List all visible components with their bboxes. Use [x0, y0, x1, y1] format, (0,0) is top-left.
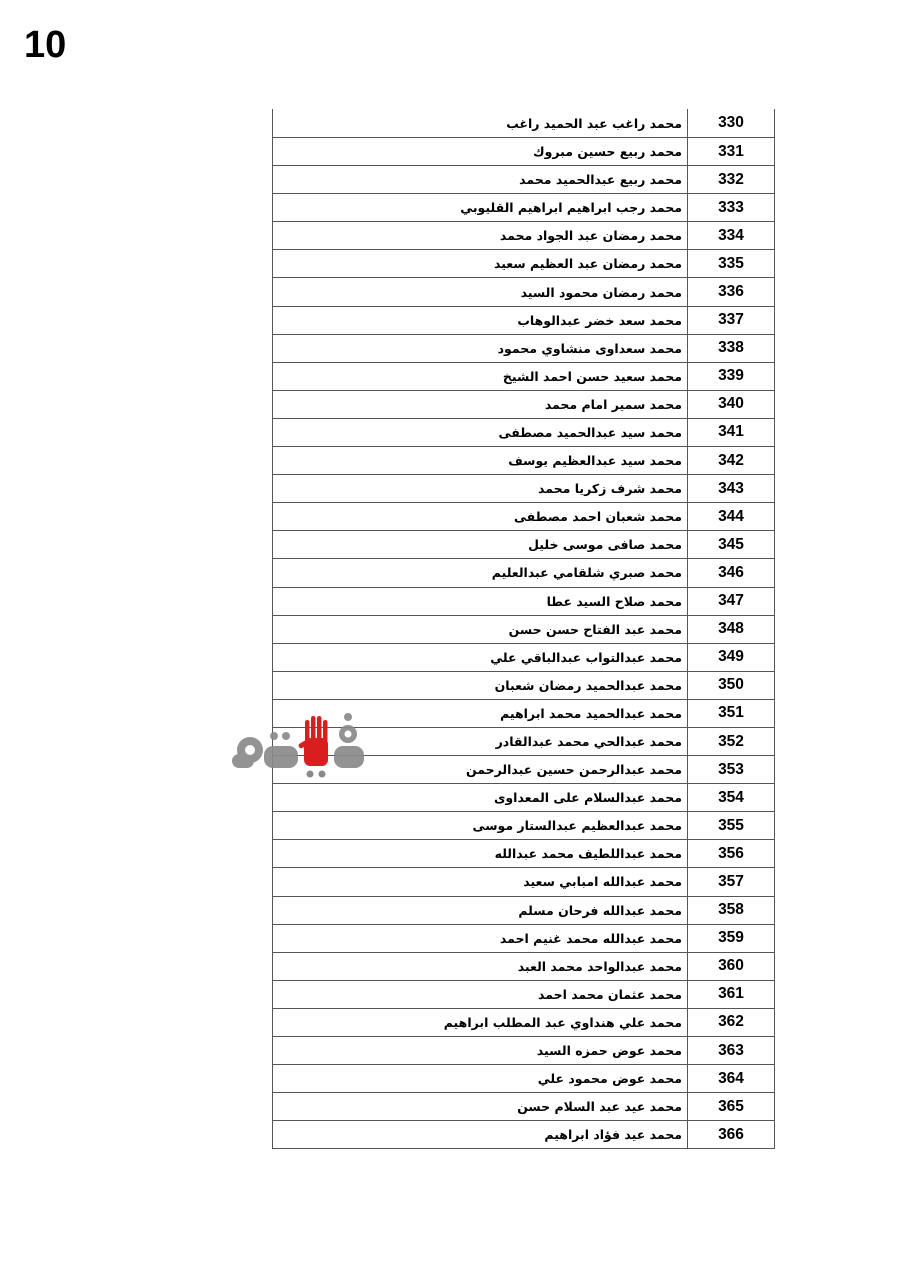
- serial-number-cell: 343: [688, 475, 775, 503]
- table-row: [273, 194, 775, 222]
- serial-number-cell: 339: [688, 362, 775, 390]
- person-name-cell: محمد رمضان عبد العظيم سعيد: [273, 250, 688, 278]
- serial-number-cell: 338: [688, 334, 775, 362]
- table-row: [273, 418, 775, 446]
- table-row: [273, 447, 775, 475]
- serial-number-cell: 366: [688, 1121, 775, 1149]
- person-name-cell: محمد سيد عبدالحميد مصطفى: [273, 418, 688, 446]
- serial-number-cell: 331: [688, 138, 775, 166]
- person-name-cell: محمد شرف زكريا محمد: [273, 475, 688, 503]
- person-name-cell: محمد سيد عبدالعظيم يوسف: [273, 447, 688, 475]
- serial-number-cell: 348: [688, 615, 775, 643]
- serial-number-cell: 334: [688, 222, 775, 250]
- table-row: [273, 924, 775, 952]
- serial-number-cell: 360: [688, 952, 775, 980]
- person-name-cell: محمد رمضان عبد الجواد محمد: [273, 222, 688, 250]
- serial-number-cell: 365: [688, 1093, 775, 1121]
- serial-number-cell: 337: [688, 306, 775, 334]
- table-row: [273, 784, 775, 812]
- serial-number-cell: 336: [688, 278, 775, 306]
- person-name-cell: محمد عبدالتواب عبدالباقي علي: [273, 643, 688, 671]
- person-name-cell: محمد عبدالسلام على المعداوى: [273, 784, 688, 812]
- table-row: [273, 1065, 775, 1093]
- table-row: [273, 250, 775, 278]
- person-name-cell: محمد عبدالرحمن حسين عبدالرحمن: [273, 756, 688, 784]
- serial-number-cell: 351: [688, 699, 775, 727]
- page-number: 10: [24, 24, 67, 66]
- table-row: [273, 334, 775, 362]
- serial-number-cell: 349: [688, 643, 775, 671]
- person-name-cell: محمد سمير امام محمد: [273, 390, 688, 418]
- table-row: [273, 980, 775, 1008]
- person-name-cell: محمد عبدالحميد محمد ابراهيم: [273, 699, 688, 727]
- table-row: [273, 559, 775, 587]
- person-name-cell: محمد سعد خضر عبدالوهاب: [273, 306, 688, 334]
- table-row: [273, 868, 775, 896]
- serial-number-cell: 364: [688, 1065, 775, 1093]
- serial-number-cell: 361: [688, 980, 775, 1008]
- serial-number-cell: 346: [688, 559, 775, 587]
- serial-number-cell: 340: [688, 390, 775, 418]
- person-name-cell: محمد عيد فؤاد ابراهيم: [273, 1121, 688, 1149]
- table-row: [273, 587, 775, 615]
- table-row: [273, 138, 775, 166]
- table-row: [273, 109, 775, 138]
- serial-number-cell: 345: [688, 531, 775, 559]
- person-name-cell: محمد عوض حمزه السيد: [273, 1037, 688, 1065]
- person-name-cell: محمد عوض محمود علي: [273, 1065, 688, 1093]
- table-row: [273, 812, 775, 840]
- table-row: [273, 952, 775, 980]
- person-name-cell: محمد سعيد حسن احمد الشيخ: [273, 362, 688, 390]
- person-name-cell: محمد علي هنداوي عبد المطلب ابراهيم: [273, 1008, 688, 1036]
- person-name-cell: محمد راغب عبد الحميد راغب: [273, 109, 688, 138]
- person-name-cell: محمد صبري شلقامي عبدالعليم: [273, 559, 688, 587]
- serial-number-cell: 357: [688, 868, 775, 896]
- vito-watermark-logo: [224, 708, 370, 780]
- table-row: [273, 222, 775, 250]
- table-row: [273, 306, 775, 334]
- person-name-cell: محمد عبدالواحد محمد العبد: [273, 952, 688, 980]
- table-row: [273, 503, 775, 531]
- person-name-cell: محمد عبدالحي محمد عبدالقادر: [273, 727, 688, 755]
- person-name-cell: محمد رجب ابراهيم ابراهيم القليوبي: [273, 194, 688, 222]
- table-row: [273, 896, 775, 924]
- table-row: [273, 1037, 775, 1065]
- names-table: [272, 109, 775, 1149]
- person-name-cell: محمد عبدالله محمد غنيم احمد: [273, 924, 688, 952]
- serial-number-cell: 354: [688, 784, 775, 812]
- person-name-cell: محمد عبدالله فرحان مسلم: [273, 896, 688, 924]
- serial-number-cell: 359: [688, 924, 775, 952]
- person-name-cell: محمد عبد الفتاح حسن حسن: [273, 615, 688, 643]
- person-name-cell: محمد عثمان محمد احمد: [273, 980, 688, 1008]
- table-row: [273, 1008, 775, 1036]
- table-row: [273, 475, 775, 503]
- serial-number-cell: 350: [688, 671, 775, 699]
- person-name-cell: محمد عبدالله امبابي سعيد: [273, 868, 688, 896]
- serial-number-cell: 362: [688, 1008, 775, 1036]
- person-name-cell: محمد عبدالعظيم عبدالستار موسى: [273, 812, 688, 840]
- serial-number-cell: 341: [688, 418, 775, 446]
- person-name-cell: محمد سعداوى منشاوي محمود: [273, 334, 688, 362]
- table-row: [273, 390, 775, 418]
- person-name-cell: محمد رمضان محمود السيد: [273, 278, 688, 306]
- serial-number-cell: 356: [688, 840, 775, 868]
- table-row: [273, 615, 775, 643]
- serial-number-cell: 352: [688, 727, 775, 755]
- serial-number-cell: 347: [688, 587, 775, 615]
- person-name-cell: محمد شعبان احمد مصطفى: [273, 503, 688, 531]
- serial-number-cell: 332: [688, 166, 775, 194]
- serial-number-cell: 333: [688, 194, 775, 222]
- table-row: [273, 166, 775, 194]
- names-table-body: [273, 109, 775, 1149]
- table-row: [273, 643, 775, 671]
- table-row: [273, 671, 775, 699]
- serial-number-cell: 355: [688, 812, 775, 840]
- table-row: [273, 362, 775, 390]
- serial-number-cell: 353: [688, 756, 775, 784]
- serial-number-cell: 344: [688, 503, 775, 531]
- serial-number-cell: 342: [688, 447, 775, 475]
- table-row: [273, 531, 775, 559]
- serial-number-cell: 363: [688, 1037, 775, 1065]
- person-name-cell: محمد عيد عبد السلام حسن: [273, 1093, 688, 1121]
- serial-number-cell: 330: [688, 109, 775, 138]
- person-name-cell: محمد عبداللطيف محمد عبدالله: [273, 840, 688, 868]
- table-row: [273, 1093, 775, 1121]
- serial-number-cell: 335: [688, 250, 775, 278]
- person-name-cell: محمد صلاح السيد عطا: [273, 587, 688, 615]
- table-row: [273, 840, 775, 868]
- table-row: [273, 1121, 775, 1149]
- table-row: [273, 278, 775, 306]
- serial-number-cell: 358: [688, 896, 775, 924]
- person-name-cell: محمد صافى موسى خليل: [273, 531, 688, 559]
- person-name-cell: محمد ربيع حسين مبروك: [273, 138, 688, 166]
- person-name-cell: محمد عبدالحميد رمضان شعبان: [273, 671, 688, 699]
- person-name-cell: محمد ربيع عبدالحميد محمد: [273, 166, 688, 194]
